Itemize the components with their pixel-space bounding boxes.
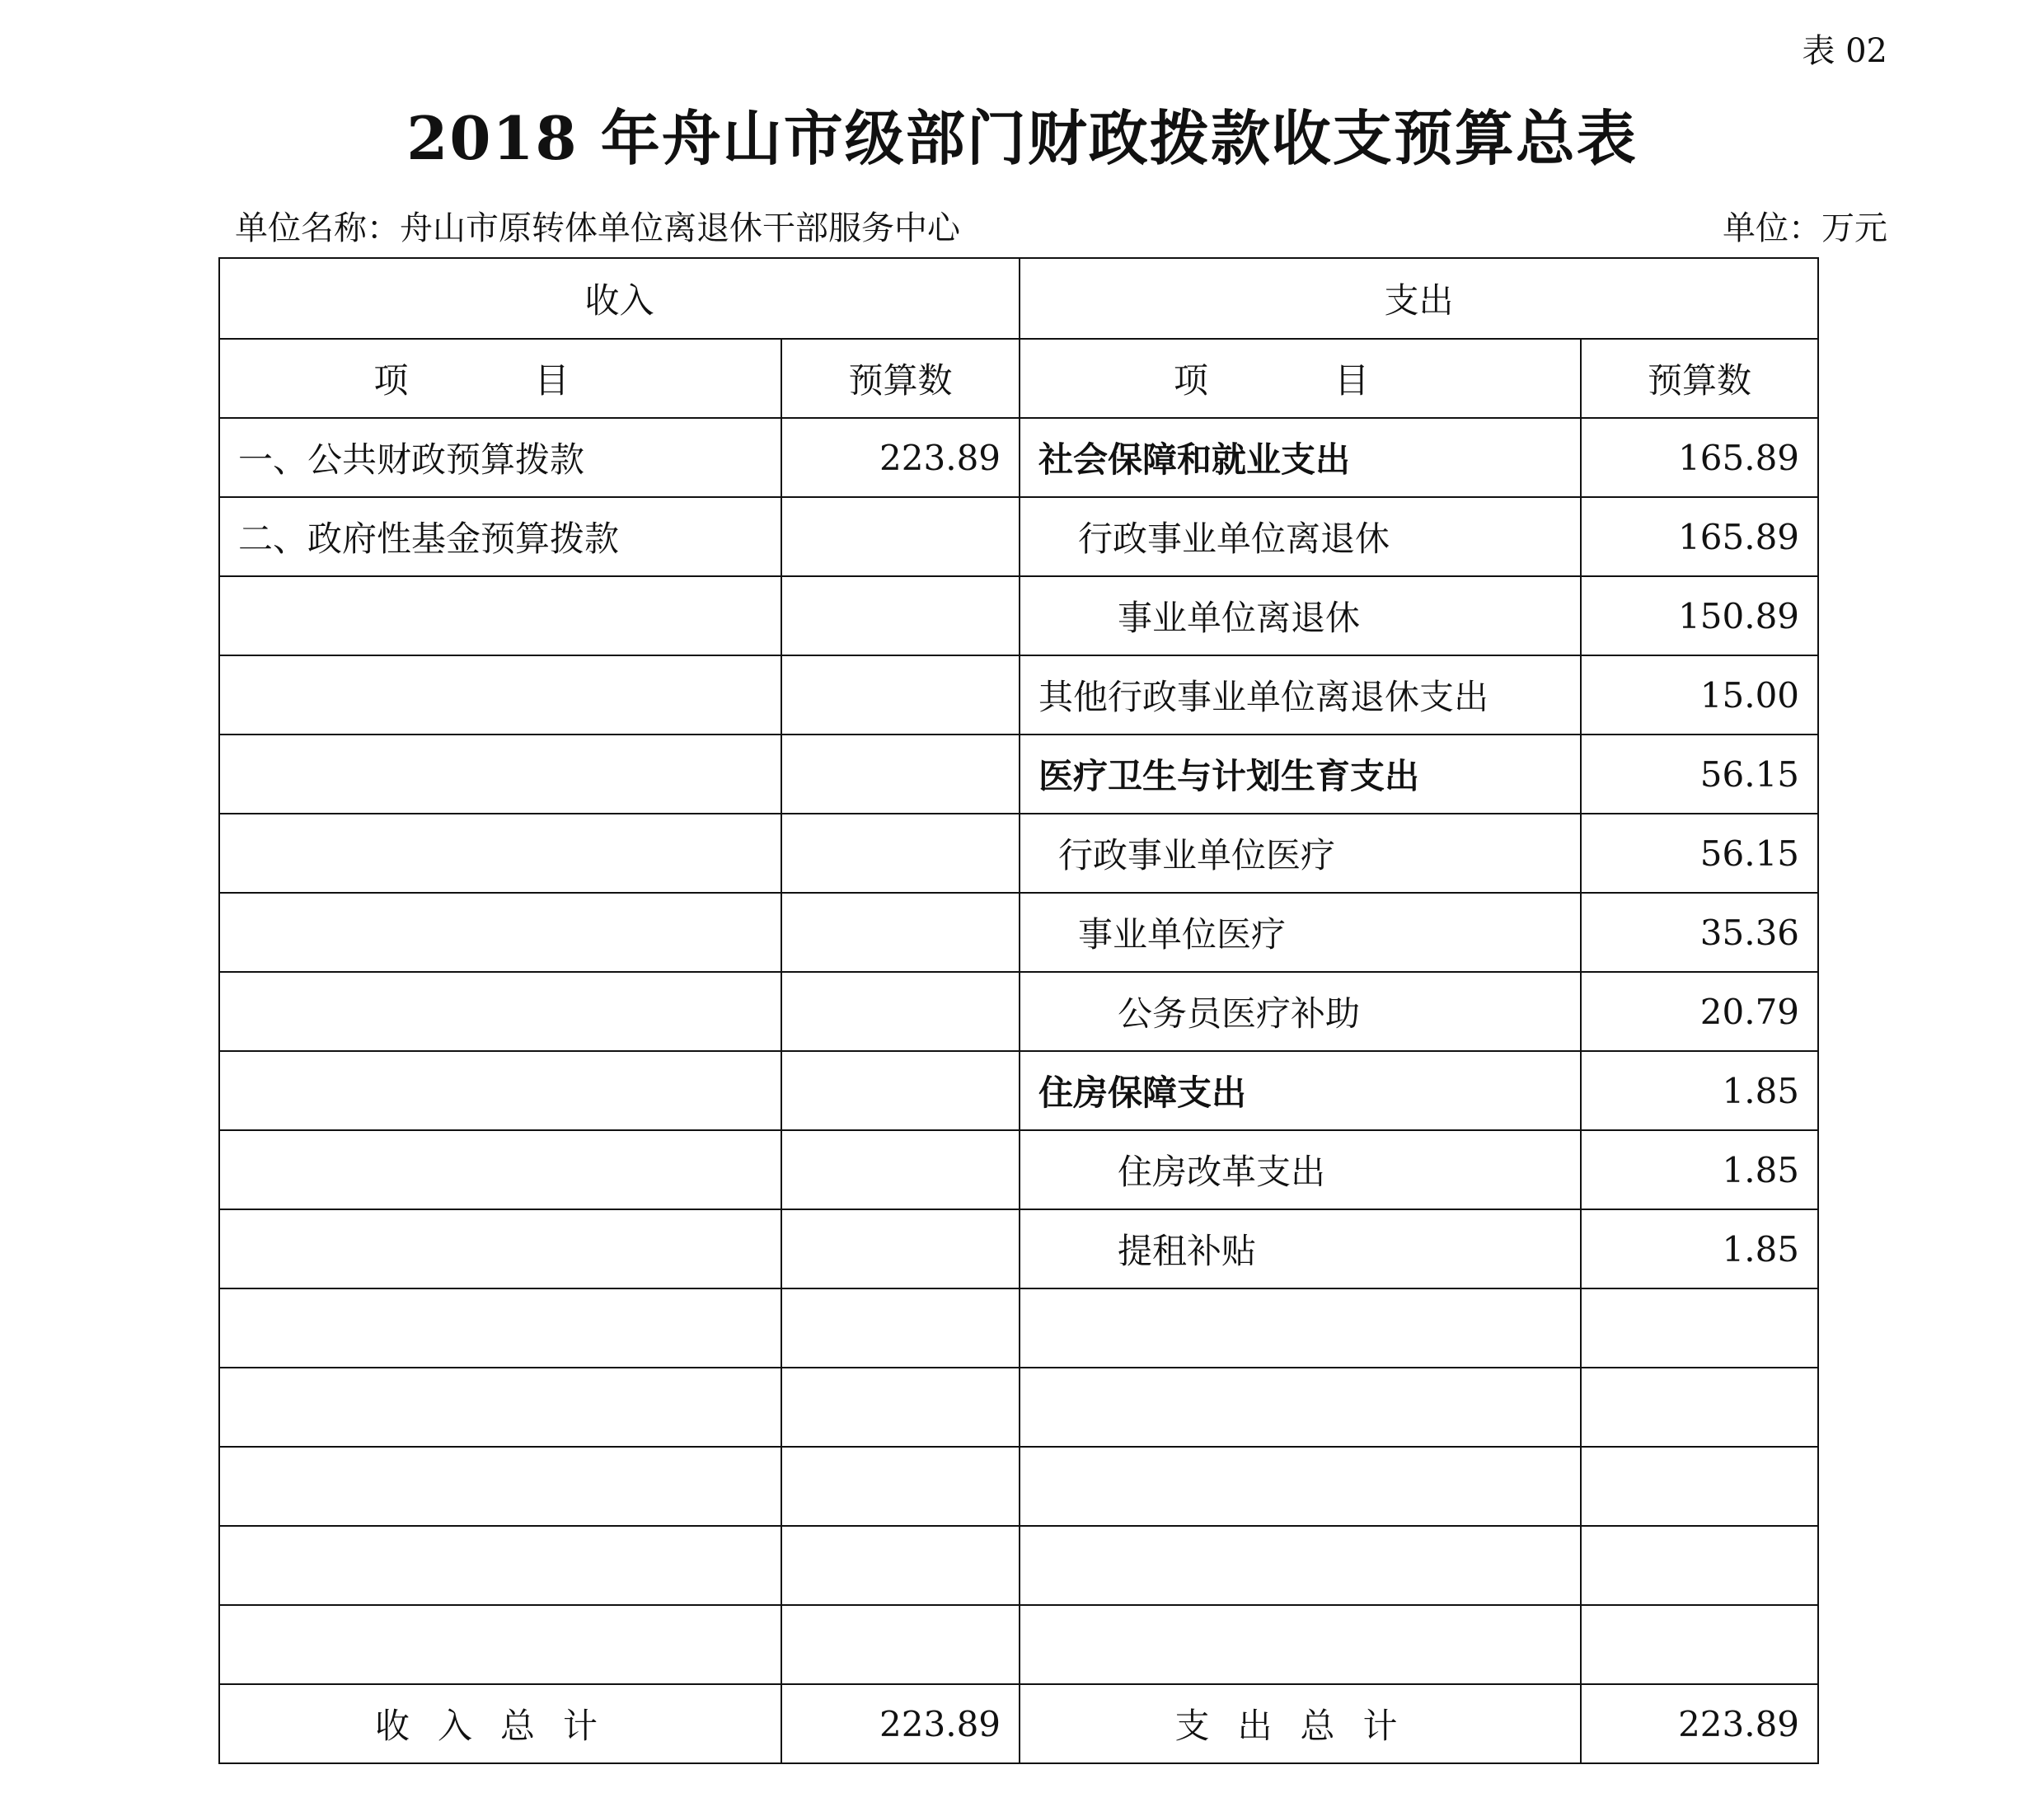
expense-amount: 165.89 [1581, 418, 1818, 497]
expense-amount: 15.00 [1581, 655, 1818, 735]
income-header: 收入 [219, 258, 1020, 339]
table-row [219, 1447, 1818, 1526]
table-row [219, 1130, 1818, 1209]
page-title: 2018 年舟山市级部门财政拨款收支预算总表 [406, 103, 1638, 173]
table-row [219, 972, 1818, 1051]
income-item [219, 1051, 781, 1130]
table-row [219, 655, 1818, 735]
income-item [219, 1526, 781, 1605]
income-item [219, 814, 781, 893]
unit-name: 单位名称：舟山市原转体单位离退休干部服务中心 [235, 209, 960, 247]
expense-item: 住房保障支出 [1020, 1051, 1581, 1130]
income-item [219, 576, 781, 655]
expense-item: 行政事业单位离退休 [1020, 497, 1581, 576]
income-amount [781, 1051, 1020, 1130]
income-item [219, 1288, 781, 1368]
expense-amount: 1.85 [1581, 1051, 1818, 1130]
income-item [219, 972, 781, 1051]
income-amount [781, 1288, 1020, 1368]
expense-item: 医疗卫生与计划生育支出 [1020, 735, 1581, 814]
income-item [219, 1447, 781, 1526]
currency-unit: 单位：万元 [1723, 209, 1887, 247]
income-item [219, 1130, 781, 1209]
expense-item: 事业单位医疗 [1020, 893, 1581, 972]
expense-item [1020, 1526, 1581, 1605]
expense-amount: 1.85 [1581, 1209, 1818, 1288]
income-item: 二、政府性基金预算拨款 [219, 497, 781, 576]
income-amount [781, 1526, 1020, 1605]
expense-item-header: 项 目 [1020, 339, 1581, 418]
income-amount [781, 814, 1020, 893]
table-row [219, 814, 1818, 893]
expense-amount [1581, 1605, 1818, 1684]
table-number: 表 02 [1802, 32, 1887, 70]
table-row [219, 1368, 1818, 1447]
expense-header: 支出 [1020, 258, 1818, 339]
income-item-header: 项 目 [219, 339, 781, 418]
expense-amount-header: 预算数 [1581, 339, 1818, 418]
table-row [219, 576, 1818, 655]
income-total-amount: 223.89 [781, 1684, 1020, 1763]
expense-amount: 1.85 [1581, 1130, 1818, 1209]
expense-item: 社会保障和就业支出 [1020, 418, 1581, 497]
expense-amount: 165.89 [1581, 497, 1818, 576]
income-amount [781, 735, 1020, 814]
expense-item: 事业单位离退休 [1020, 576, 1581, 655]
expense-amount: 20.79 [1581, 972, 1818, 1051]
expense-amount: 56.15 [1581, 735, 1818, 814]
income-item [219, 735, 781, 814]
income-amount [781, 1130, 1020, 1209]
income-amount [781, 576, 1020, 655]
expense-item: 行政事业单位医疗 [1020, 814, 1581, 893]
table-row [219, 1209, 1818, 1288]
expense-amount [1581, 1526, 1818, 1605]
totals-row [219, 1684, 1818, 1763]
income-item [219, 893, 781, 972]
income-amount [781, 1209, 1020, 1288]
budget-table [218, 257, 1819, 1764]
expense-amount: 35.36 [1581, 893, 1818, 972]
expense-amount [1581, 1447, 1818, 1526]
income-amount-header: 预算数 [781, 339, 1020, 418]
expense-item [1020, 1288, 1581, 1368]
table-row [219, 497, 1818, 576]
income-item [219, 1368, 781, 1447]
income-item [219, 1605, 781, 1684]
income-amount [781, 497, 1020, 576]
section-header-row [219, 258, 1818, 339]
expense-total-label: 支出总计 [1020, 1684, 1581, 1763]
table-row [219, 893, 1818, 972]
income-amount [781, 655, 1020, 735]
table-row [219, 1526, 1818, 1605]
income-item: 一、公共财政预算拨款 [219, 418, 781, 497]
income-item [219, 655, 781, 735]
table-row [219, 418, 1818, 497]
table-row [219, 1605, 1818, 1684]
income-amount [781, 1605, 1020, 1684]
income-amount [781, 1447, 1020, 1526]
expense-item: 提租补贴 [1020, 1209, 1581, 1288]
expense-amount [1581, 1368, 1818, 1447]
expense-item [1020, 1368, 1581, 1447]
income-amount [781, 1368, 1020, 1447]
table-row [219, 1288, 1818, 1368]
expense-item: 住房改革支出 [1020, 1130, 1581, 1209]
expense-item: 公务员医疗补助 [1020, 972, 1581, 1051]
expense-item [1020, 1605, 1581, 1684]
income-amount [781, 972, 1020, 1051]
column-header-row [219, 339, 1818, 418]
income-amount [781, 893, 1020, 972]
table-row [219, 735, 1818, 814]
table-row [219, 1051, 1818, 1130]
income-item [219, 1209, 781, 1288]
expense-amount [1581, 1288, 1818, 1368]
income-total-label: 收入总计 [219, 1684, 781, 1763]
income-amount: 223.89 [781, 418, 1020, 497]
expense-amount: 56.15 [1581, 814, 1818, 893]
expense-item: 其他行政事业单位离退休支出 [1020, 655, 1581, 735]
expense-item [1020, 1447, 1581, 1526]
expense-total-amount: 223.89 [1581, 1684, 1818, 1763]
expense-amount: 150.89 [1581, 576, 1818, 655]
